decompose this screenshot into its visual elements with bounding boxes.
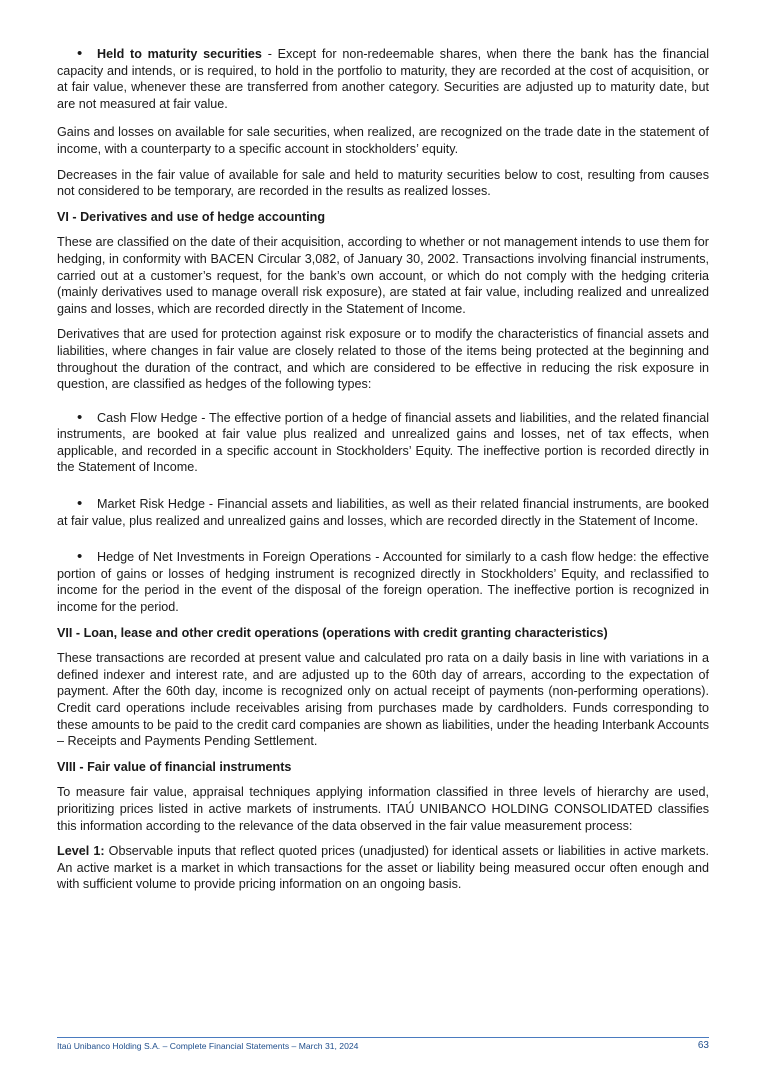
gains-losses-paragraph: Gains and losses on available for sale securities, when realized, are recognized on the trade date in the statement of income, with a counterparty to a specific account in stockholders’ equity.	[57, 125, 709, 156]
market-risk-hedge-text: Market Risk Hedge - Financial assets and liabilities, as well as their related financial instruments, are booked at fair value, plus realized and unrealized gains and losses, which are recorded directly in the Statement of Income.	[57, 497, 709, 528]
document-body	[57, 46, 709, 902]
market-risk-hedge-item	[57, 496, 709, 529]
section-viii-heading: VIII - Fair value of financial instruments	[57, 759, 292, 774]
decreases-paragraph: Decreases in the fair value of available for sale and held to maturity securities below to cost, resulting from causes not considered to be temporary, are recorded in the results as realized losses.	[57, 167, 709, 199]
section-vi-heading: VI - Derivatives and use of hedge accounting	[57, 209, 326, 224]
footer-title: Itaú Unibanco Holding S.A. – Complete Financial Statements – March 31, 2024	[57, 1041, 359, 1051]
level-1-text: Observable inputs that reflect quoted prices (unadjusted) for identical assets or liabilities in active markets. An active market is a market in which transactions for the asset or liability being measured occur often enough and with sufficient volume to provide pricing information on an ongoing basis.	[57, 844, 710, 892]
held-to-maturity-paragraph	[57, 46, 709, 112]
net-investment-hedge-item	[57, 549, 709, 615]
section-viii-paragraph-1: To measure fair value, appraisal techniques applying information classified in three levels of hierarchy are used, prioritizing prices listed in active markets of instruments. ITAÚ UNIBANCO HOLDING CONSOLIDATED classifies this information according to the relevance of the data observed in the fair value measurement process:	[57, 785, 709, 833]
bullet-icon: •	[77, 548, 83, 566]
section-vi-paragraph-2: Derivatives that are used for protection against risk exposure or to modify the characteristics of financial assets and liabilities, where changes in fair value are closely related to those of the items being protected at the beginning and throughout the duration of the contract, and which are considered to be effective in reducing the risk exposure in question, are classified as hedges of the following types:	[57, 327, 709, 392]
held-to-maturity-text: - Except for non-redeemable shares, when there the bank has the financial capacity and intends, or is required, to hold in the portfolio to maturity, they are recorded at the cost of acquisition, or at fair value, whenever these are transferred from another category. Securities are adjusted up to maturity date, but are not measured at fair value.	[57, 47, 710, 111]
bullet-icon: •	[77, 45, 83, 62]
level-1-paragraph	[57, 843, 709, 893]
section-vi-paragraph-1: These are classified on the date of their acquisition, according to whether or not management intends to use them for hedging, in conformity with BACEN Circular 3,082, of January 30, 2002. Transactions involving financial instruments, carried out at a customer’s request, for the bank’s own account, or which do not comply with the hedging criteria (mainly derivatives used to manage overall risk exposure), are stated at fair value, including realized and unrealized gains and losses, which are recorded directly in the Statement of Income.	[57, 235, 709, 316]
cash-flow-hedge-text: Cash Flow Hedge - The effective portion of a hedge of financial assets and liabilities, and the related financial instruments, are booked at fair value plus realized and unrealized gains and losses, net of tax effects, when applicable, and recorded in a specific account in Stockholders’ Equity. The ineffective portion is recorded directly in the Statement of Income.	[57, 410, 709, 475]
cash-flow-hedge-item	[57, 410, 709, 476]
net-investment-hedge-text: Hedge of Net Investments in Foreign Operations - Accounted for similarly to a cash flow hedge: the effective portion of gains or losses of hedging instrument is recognized directly in Stockholders’ Equity, and reclassified to income for the period in the event of the disposal of the foreign operation. The ineffective portion is recognized in income for the period.	[57, 550, 709, 615]
section-vii-paragraph-1: These transactions are recorded at present value and calculated pro rata on a daily basis in line with variations in a defined indexer and interest rate, and are adjusted up to the 60th day of arrears, according to the expectation of payment. After the 60th day, income is recognized only on actual receipt of payments (non-performing operations). Credit card operations include receivables arising from purchases made by cardholders. Funds corresponding to these amounts to be paid to the credit card companies are shown as liabilities, under the heading Interbank Accounts – Receipts and Payments Pending Settlement.	[57, 651, 709, 749]
level-1-label: Level 1:	[57, 844, 105, 859]
footer-rule	[57, 1037, 709, 1038]
section-vii-heading: VII - Loan, lease and other credit operations (operations with credit granting characteristics)	[57, 625, 608, 640]
held-to-maturity-title: Held to maturity securities	[97, 47, 262, 61]
bullet-icon: •	[77, 408, 83, 426]
page-number: 63	[697, 1040, 709, 1051]
bullet-icon: •	[77, 495, 83, 513]
